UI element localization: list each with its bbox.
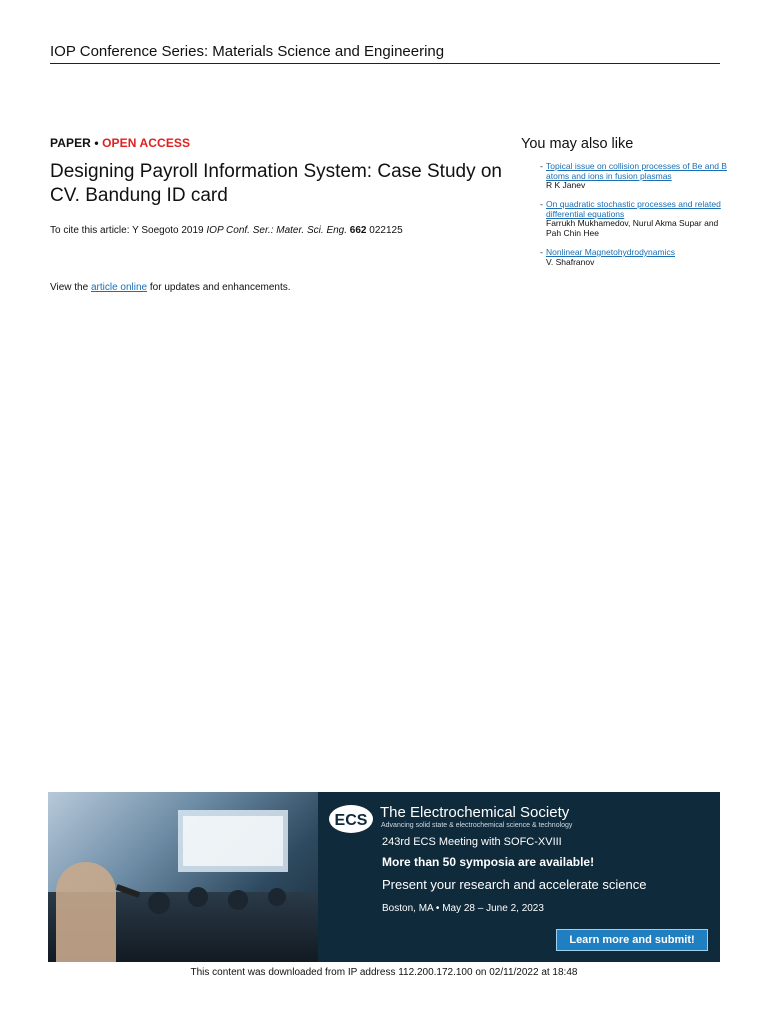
related-heading: You may also like — [521, 136, 634, 152]
audience-head — [268, 888, 286, 906]
download-notice: This content was downloaded from IP address 112.200.172.100 on 02/11/2022 at 18:48 — [190, 967, 578, 978]
related-item — [540, 248, 730, 267]
paper-tag — [50, 136, 190, 150]
related-authors: R K Janev — [546, 180, 586, 191]
ecs-advertisement-banner[interactable] — [48, 792, 720, 962]
presentation-screen-glow — [183, 816, 283, 866]
journal-name: IOP Conference Series: Materials Science and Engineering — [50, 43, 445, 60]
learn-more-button[interactable]: Learn more and submit! — [556, 929, 708, 951]
cite-page: 022125 — [366, 225, 403, 236]
meeting-location-date: Boston, MA • May 28 – June 2, 2023 — [382, 903, 544, 914]
audience-head — [188, 887, 208, 907]
cite-prefix: To cite this article: Y Soegoto 2019 — [50, 225, 207, 236]
audience-head — [148, 892, 170, 914]
present-research-text: Present your research and accelerate science — [382, 877, 647, 892]
related-bullet: - — [540, 247, 543, 257]
symposia-headline: More than 50 symposia are available! — [382, 855, 595, 869]
speaker — [56, 862, 116, 962]
related-authors: V. Shafranov — [546, 256, 595, 267]
society-name: The Electrochemical Society — [380, 804, 570, 821]
related-link[interactable]: Nonlinear Magnetohydrodynamics — [546, 247, 675, 257]
cite-volume: 662 — [349, 225, 367, 236]
view-prefix: View the — [50, 282, 91, 293]
related-bullet: - — [540, 199, 543, 209]
tag-separator: • — [90, 136, 103, 150]
meeting-title: 243rd ECS Meeting with SOFC-XVIII — [382, 836, 562, 848]
ecs-logo-text: ECS — [334, 812, 368, 829]
conference-photo — [48, 792, 318, 962]
related-bullet: - — [540, 161, 543, 171]
audience-head — [228, 890, 248, 910]
article-title: Designing Payroll Information System: Case Study on CV. Bandung ID card — [50, 161, 502, 206]
open-access-label: OPEN ACCESS — [102, 136, 191, 150]
paper-label: PAPER — [50, 136, 91, 150]
ecs-logo-icon — [328, 804, 374, 834]
related-link[interactable]: Topical issue on collision processes of Be and B atoms and ions in fusion plasmas — [546, 161, 727, 181]
society-tagline: Advancing solid state & electrochemical science & technology — [381, 822, 573, 829]
view-online — [50, 282, 291, 293]
related-item — [540, 162, 730, 191]
related-item — [540, 200, 730, 238]
article-online-link[interactable]: article online — [90, 282, 148, 293]
related-authors: Farrukh Mukhamedov, Nurul Akma Supar and Pah Chin Hee — [546, 218, 719, 238]
view-suffix: for updates and enhancements. — [147, 282, 291, 293]
header-rule — [50, 63, 720, 64]
cite-journal: IOP Conf. Ser.: Mater. Sci. Eng. — [206, 225, 348, 236]
citation — [50, 225, 403, 236]
related-link[interactable]: On quadratic stochastic processes and related differential equations — [546, 199, 721, 219]
